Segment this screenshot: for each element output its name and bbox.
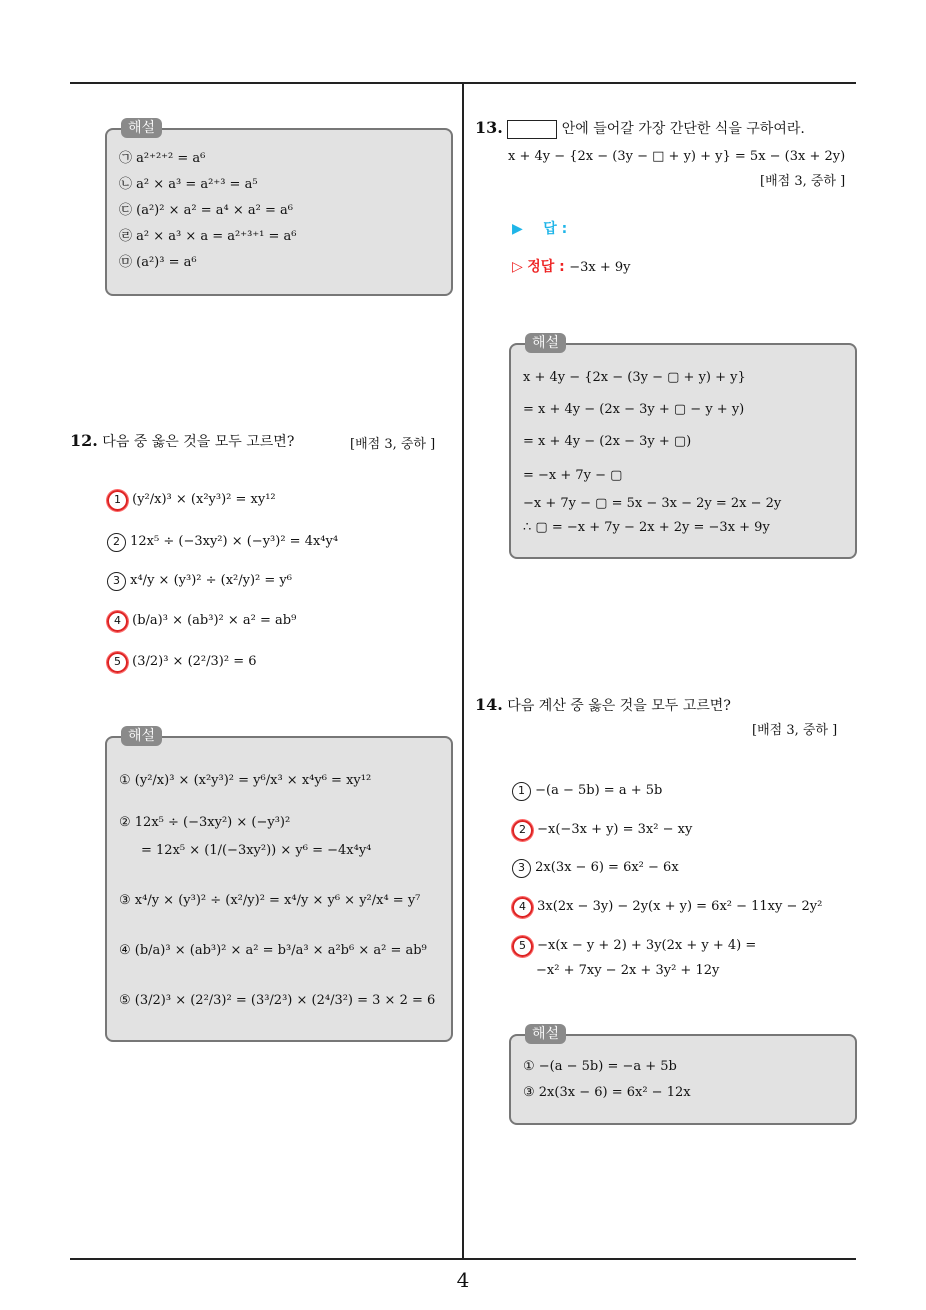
score-label: [배점 3, 중하 ] [350,437,436,452]
question-text: 다음 계산 중 옳은 것을 모두 고르면? [507,698,731,714]
choice-mark: 1 [512,782,531,801]
explain-line: ∴ ▢ = −x + 7y − 2x + 2y = −3x + 9y [523,520,770,535]
explain-line: = −x + 7y − ▢ [523,468,623,483]
explain-line: ⑤ (3/2)³ × (2²/3)² = (3³/2³) × (2⁴/3²) = 3 × 2 = 6 [119,993,436,1008]
explain-line: ① −(a − 5b) = −a + 5b [523,1059,677,1074]
explain-line: ① (y²/x)³ × (x²y³)² = y⁶/x³ × x⁴y⁶ = xy¹² [119,773,372,788]
question-equation: x + 4y − {2x − (3y − □ + y) + y} = 5x − (3x + 2y) [508,149,846,164]
explain-line: ㉠ a²⁺²⁺² = a⁶ [119,151,206,166]
option-4[interactable] [512,897,822,918]
question-14 [475,695,731,715]
option-4[interactable] [107,611,296,632]
choice-mark-selected: 5 [107,652,128,673]
answer-blank [507,120,557,139]
option-5[interactable] [107,652,257,673]
explain-line: −x + 7y − ▢ = 5x − 3x − 2y = 2x − 2y [523,496,782,511]
option-3[interactable] [512,859,679,878]
choice-mark: 3 [512,859,531,878]
option-text: −(a − 5b) = a + 5b [535,783,663,798]
option-3[interactable] [107,572,292,591]
choice-mark: 2 [107,533,126,552]
column-divider [462,83,464,1259]
answer-row [512,218,567,238]
page-number: 4 [456,1268,470,1292]
explain-box-13 [509,335,857,559]
explain-box-11 [105,120,453,296]
choice-mark-selected: 5 [512,936,533,957]
option-text: −x(−3x + y) = 3x² − xy [537,822,693,837]
explain-line: = x + 4y − (2x − 3y + ▢ − y + y) [523,402,745,417]
explain-box-14 [509,1026,857,1125]
choice-mark-selected: 4 [512,897,533,918]
option-text: 2x(3x − 6) = 6x² − 6x [535,860,679,875]
explain-tag: 해설 [525,1024,566,1044]
option-text: (y²/x)³ × (x²y³)² = xy¹² [132,492,276,507]
correct-answer-row [512,256,631,276]
choice-mark-selected: 1 [107,490,128,511]
answer-label: 답 : [543,221,568,237]
explain-tag: 해설 [525,333,566,353]
option-text: 12x⁵ ÷ (−3xy²) × (−y³)² = 4x⁴y⁴ [130,534,339,549]
correct-label: 정답 : [527,259,565,275]
outline-play-icon: ▷ [512,259,523,275]
explain-line: = x + 4y − (2x − 3y + ▢) [523,434,692,449]
choice-mark-selected: 4 [107,611,128,632]
option-text: −x(x − y + 2) + 3y(2x + y + 4) = [537,938,757,953]
play-icon: ▶ [512,221,523,237]
explain-line: x + 4y − {2x − (3y − ▢ + y) + y} [523,370,746,385]
explain-line: ② 12x⁵ ÷ (−3xy²) × (−y³)² [119,815,291,830]
question-number: 14. [475,695,503,714]
question-12 [70,431,294,451]
option-2[interactable] [512,820,692,841]
question-13 [475,118,805,139]
choice-mark: 3 [107,572,126,591]
option-5[interactable] [512,936,756,957]
option-1[interactable] [107,490,276,511]
score-label: [배점 3, 중하 ] [752,723,838,738]
explain-tag: 해설 [121,726,162,746]
option-text: 3x(2x − 3y) − 2y(x + y) = 6x² − 11xy − 2y² [537,899,823,914]
choice-mark-selected: 2 [512,820,533,841]
score-label: [배점 3, 중하 ] [760,174,846,189]
question-text: 다음 중 옳은 것을 모두 고르면? [102,434,295,450]
explain-line: ③ x⁴/y × (y³)² ÷ (x²/y)² = x⁴/y × y⁶ × y²/x⁴ = y⁷ [119,893,421,908]
explain-tag: 해설 [121,118,162,138]
option-text: (3/2)³ × (2²/3)² = 6 [132,654,257,669]
option-2[interactable] [107,533,338,552]
question-number: 13. [475,118,503,137]
explain-box-12 [105,728,453,1042]
correct-value: −3x + 9y [569,260,631,275]
explain-line: ④ (b/a)³ × (ab³)² × a² = b³/a³ × a²b⁶ × a² = ab⁹ [119,943,427,958]
option-text: (b/a)³ × (ab³)² × a² = ab⁹ [132,613,297,628]
question-number: 12. [70,431,98,450]
question-text: 안에 들어갈 가장 간단한 식을 구하여라. [561,121,805,137]
explain-line: ㉡ a² × a³ = a²⁺³ = a⁵ [119,177,258,192]
explain-line: ㉤ (a²)³ = a⁶ [119,255,197,270]
explain-line: ③ 2x(3x − 6) = 6x² − 12x [523,1085,691,1100]
option-text: x⁴/y × (y³)² ÷ (x²/y)² = y⁶ [130,573,292,588]
explain-line: = 12x⁵ × (1/(−3xy²)) × y⁶ = −4x⁴y⁴ [141,843,372,858]
option-5-continued: −x² + 7xy − 2x + 3y² + 12y [536,963,720,978]
option-1[interactable] [512,782,662,801]
explain-line: ㉢ (a²)² × a² = a⁴ × a² = a⁶ [119,203,293,218]
explain-line: ㉣ a² × a³ × a = a²⁺³⁺¹ = a⁶ [119,229,297,244]
